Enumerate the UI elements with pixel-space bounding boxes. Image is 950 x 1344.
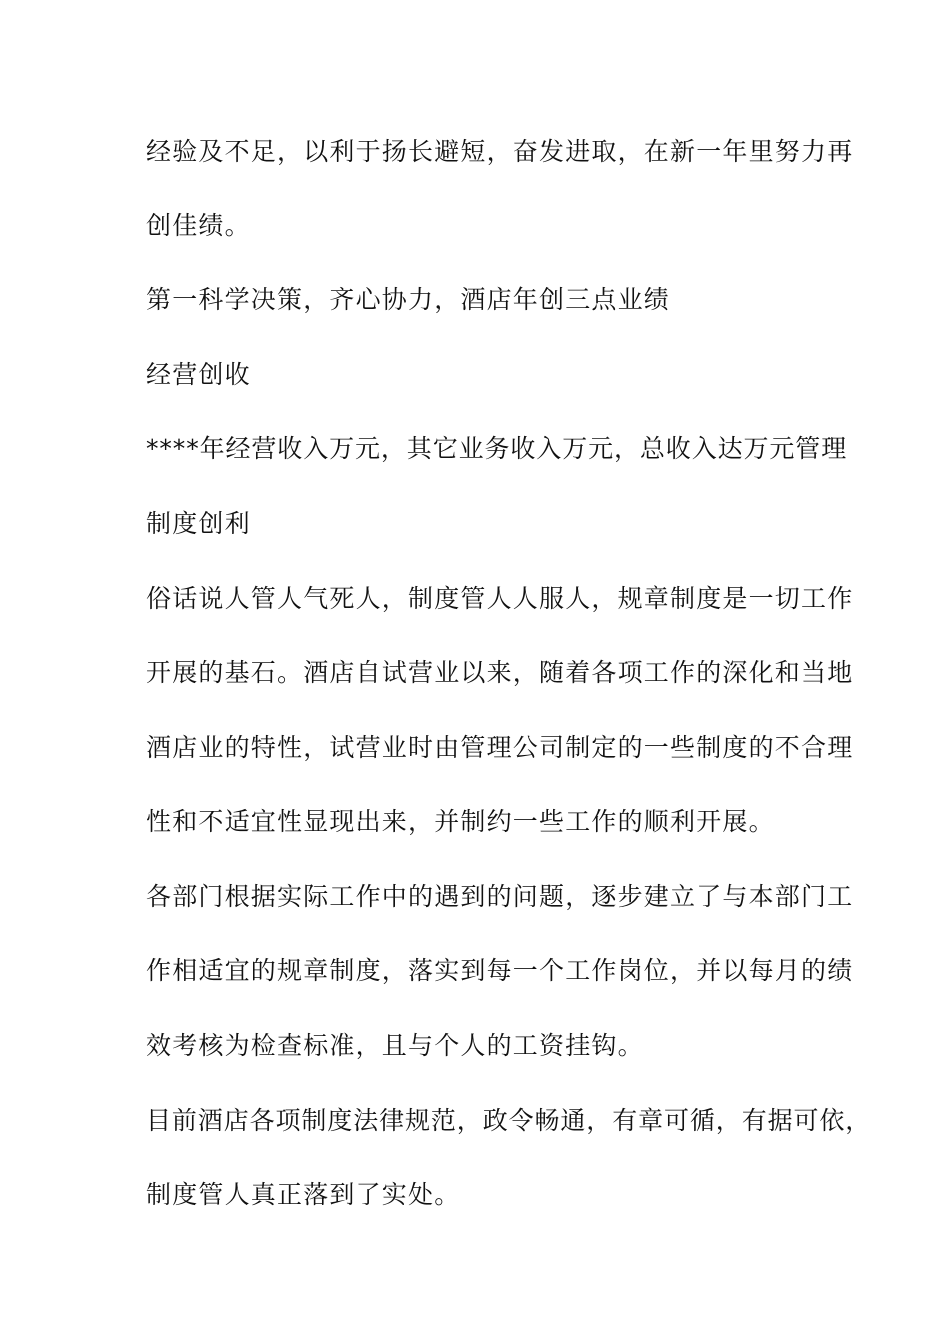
paragraph-line: 目前酒店各项制度法律规范，政令畅通，有章可循，有据可依， xyxy=(146,1106,872,1135)
section-heading: 第一科学决策，齐心协力，酒店年创三点业绩 xyxy=(146,285,671,314)
paragraph-line: 性和不适宜性显现出来，并制约一些工作的顺利开展。 xyxy=(146,807,775,836)
paragraph-line: ****年经营收入万元，其它业务收入万元，总收入达万元管理 xyxy=(146,434,848,463)
paragraph-line: 制度管人真正落到了实处。 xyxy=(146,1180,461,1209)
subsection-heading: 制度创利 xyxy=(146,509,251,538)
subsection-heading: 经营创收 xyxy=(146,360,251,389)
paragraph-line: 经验及不足，以利于扬长避短，奋发进取，在新一年里努力再 xyxy=(146,137,854,166)
paragraph-line: 创佳绩。 xyxy=(146,211,251,240)
paragraph-line: 各部门根据实际工作中的遇到的问题，逐步建立了与本部门工 xyxy=(146,882,854,911)
paragraph-line: 作相适宜的规章制度，落实到每一个工作岗位，并以每月的绩 xyxy=(146,956,854,985)
paragraph-line: 酒店业的特性，试营业时由管理公司制定的一些制度的不合理 xyxy=(146,733,854,762)
paragraph-line: 效考核为检查标准，且与个人的工资挂钩。 xyxy=(146,1031,644,1060)
paragraph-line: 俗话说人管人气死人，制度管人人服人，规章制度是一切工作 xyxy=(146,584,854,613)
paragraph-line: 开展的基石。酒店自试营业以来，随着各项工作的深化和当地 xyxy=(146,658,854,687)
